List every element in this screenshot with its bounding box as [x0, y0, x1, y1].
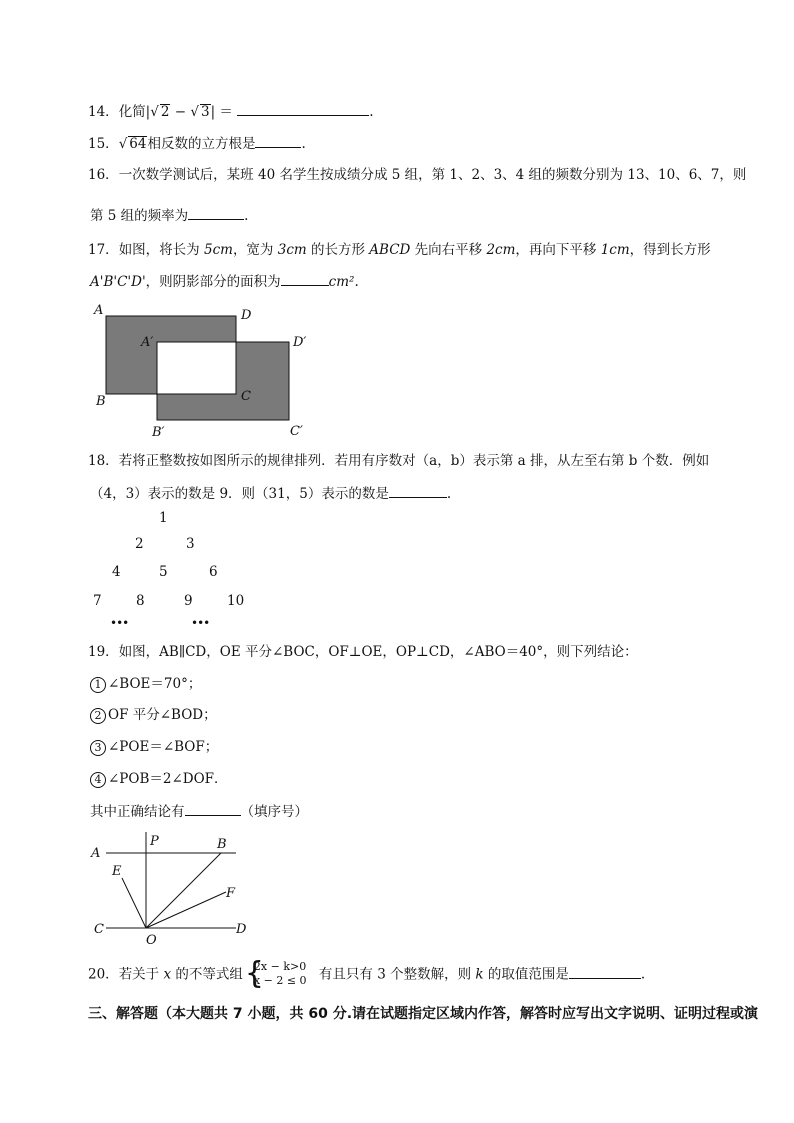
question-text: （4，3）表示的数是 9．则（31，5）表示的数是 [90, 486, 389, 502]
triangle-number: 4 [112, 564, 121, 580]
triangle-number: 5 [159, 564, 168, 580]
conclusion-1 [90, 675, 201, 693]
label-C: C [241, 389, 251, 404]
answer-blank[interactable] [185, 802, 241, 816]
triangle-number: 2 [135, 536, 144, 552]
question-text: （填序号） [240, 804, 308, 820]
inequality-row-2: x − 2 ≤ 0 [253, 974, 307, 987]
question-text: ，再向下平移 [515, 242, 601, 258]
line-OB [146, 853, 221, 928]
rect-name: A'B'C'D' [90, 274, 146, 290]
label-O: O [146, 933, 157, 948]
triangle-number: 7 [93, 593, 102, 609]
question-text: 的长方形 [306, 242, 370, 258]
label-P: P [150, 834, 159, 849]
question-19 [88, 643, 638, 661]
variable-x: x [163, 966, 172, 983]
triangle-number: 8 [136, 593, 145, 609]
question-number: 15． [88, 136, 119, 152]
answer-blank[interactable] [569, 965, 641, 979]
question-text: ，宽为 [232, 242, 278, 258]
sqrt-symbol: √ [150, 104, 159, 120]
conclusion-text: OF 平分∠BOD； [108, 707, 217, 723]
question-18 [88, 452, 709, 470]
shift-down-value: 1cm [600, 242, 630, 258]
label-B2: B′ [152, 425, 165, 440]
question-text: 先向右平移 [410, 242, 487, 258]
label-D: D [236, 922, 247, 937]
question-number: 16． [88, 167, 119, 183]
variable-k: k [475, 966, 484, 983]
shift-right-value: 2cm [486, 242, 516, 258]
length-value: 5cm [203, 242, 233, 258]
question-text: 如图，将长为 [118, 242, 204, 258]
label-D: D [241, 308, 252, 323]
answer-blank[interactable] [389, 484, 447, 498]
radicand: 3 [200, 104, 210, 120]
question-text: ，得到长方形 [629, 242, 711, 258]
period: . [369, 104, 374, 120]
question-text: 一次数学测试后，某班 40 名学生按成绩分成 5 组，第 1、2、3、4 组的频数分别为 13、10、6、7，则 [118, 167, 747, 183]
answer-blank[interactable] [188, 206, 244, 220]
period: . [446, 486, 452, 502]
question-text: 的不等式组 [171, 966, 243, 983]
label-C2: C′ [290, 424, 303, 439]
label-A: A [91, 846, 101, 861]
conclusion-4 [90, 770, 228, 788]
inequality-system [244, 956, 317, 991]
label-B: B [217, 837, 227, 852]
question-text: | ＝ [210, 104, 233, 120]
circled-number: 2 [90, 708, 106, 724]
question-20 [88, 956, 646, 991]
label-F: F [226, 886, 236, 901]
question-text: ，则阴影部分的面积为 [145, 274, 281, 290]
circled-number: 1 [90, 677, 106, 693]
width-value: 3cm [277, 242, 307, 258]
question-number: 18． [88, 453, 119, 469]
period: . [301, 136, 306, 152]
question-text: 相反数的立方根是 [147, 136, 256, 152]
question-19-answer [90, 802, 308, 821]
brace-symbol: { [244, 956, 264, 991]
operator: − [170, 104, 191, 120]
rectangle-translation-figure [85, 300, 325, 445]
label-E: E [112, 864, 122, 879]
answer-blank[interactable] [237, 102, 369, 116]
answer-blank[interactable] [255, 134, 301, 148]
period: . [354, 274, 359, 290]
question-text: 第 5 组的频率为 [90, 208, 189, 224]
line-OF [146, 892, 226, 928]
question-18-line2 [90, 484, 451, 503]
period: . [640, 966, 646, 983]
unit: cm² [328, 274, 355, 290]
question-17-line2 [90, 272, 359, 291]
sqrt-symbol: √ [118, 136, 128, 152]
label-D2: D′ [293, 335, 307, 350]
circled-number: 4 [90, 772, 106, 788]
sqrt-symbol: √ [190, 104, 199, 120]
question-text: 的取值范围是 [483, 966, 569, 983]
circled-number: 3 [90, 740, 106, 756]
question-number: 14． [88, 104, 119, 120]
parallel-lines-figure [86, 830, 256, 952]
question-number: 19． [88, 644, 119, 660]
question-text: 化简| [118, 104, 151, 120]
question-17 [88, 241, 711, 259]
question-number: 20． [88, 966, 119, 983]
question-text: 如图，AB∥CD，OE 平分∠BOC，OF⊥OE，OP⊥CD，∠ABO＝40°，则下列结论： [118, 644, 638, 660]
rect-name: ABCD [369, 242, 411, 258]
question-text: 其中正确结论有 [90, 804, 185, 820]
triangle-number: 3 [186, 536, 195, 552]
overlap-region [157, 342, 236, 394]
question-16 [88, 166, 746, 184]
question-text: 若关于 [118, 966, 164, 983]
line-OE [122, 878, 146, 928]
radicand: 64 [129, 136, 147, 152]
ellipsis-dots: ••• [110, 616, 129, 630]
label-A2: A′ [141, 335, 154, 350]
question-14 [88, 102, 374, 121]
label-A: A [94, 303, 104, 318]
section-heading: 三、解答题（本大题共 7 小题，共 60 分.请在试题指定区域内作答，解答时应写出文字说明、证明过程或演 [88, 1006, 759, 1022]
question-number: 17． [88, 242, 119, 258]
triangle-number: 6 [209, 564, 218, 580]
question-text: 若将正整数按如图所示的规律排列．若用有序数对（a，b）表示第 a 排，从左至右第 b 个数．例如 [118, 453, 710, 469]
question-15 [88, 134, 306, 153]
triangle-number: 1 [159, 510, 168, 526]
conclusion-2 [90, 706, 217, 724]
conclusion-text: ∠POE＝∠BOF； [108, 739, 219, 755]
ellipsis-dots: ••• [191, 616, 210, 630]
inequality-row-1: 2x − k>0 [253, 960, 307, 973]
answer-blank[interactable] [281, 272, 329, 286]
conclusion-3 [90, 738, 218, 756]
label-C: C [94, 922, 104, 937]
label-B: B [96, 394, 106, 409]
question-text: 有且只有 3 个整数解，则 [318, 966, 476, 983]
conclusion-text: ∠POB＝2∠DOF． [108, 771, 228, 787]
radicand: 2 [160, 104, 170, 120]
period: . [244, 208, 249, 224]
question-16-line2 [90, 206, 248, 225]
triangle-number: 9 [184, 593, 193, 609]
triangle-number: 10 [227, 593, 245, 609]
conclusion-text: ∠BOE＝70°； [108, 676, 202, 692]
